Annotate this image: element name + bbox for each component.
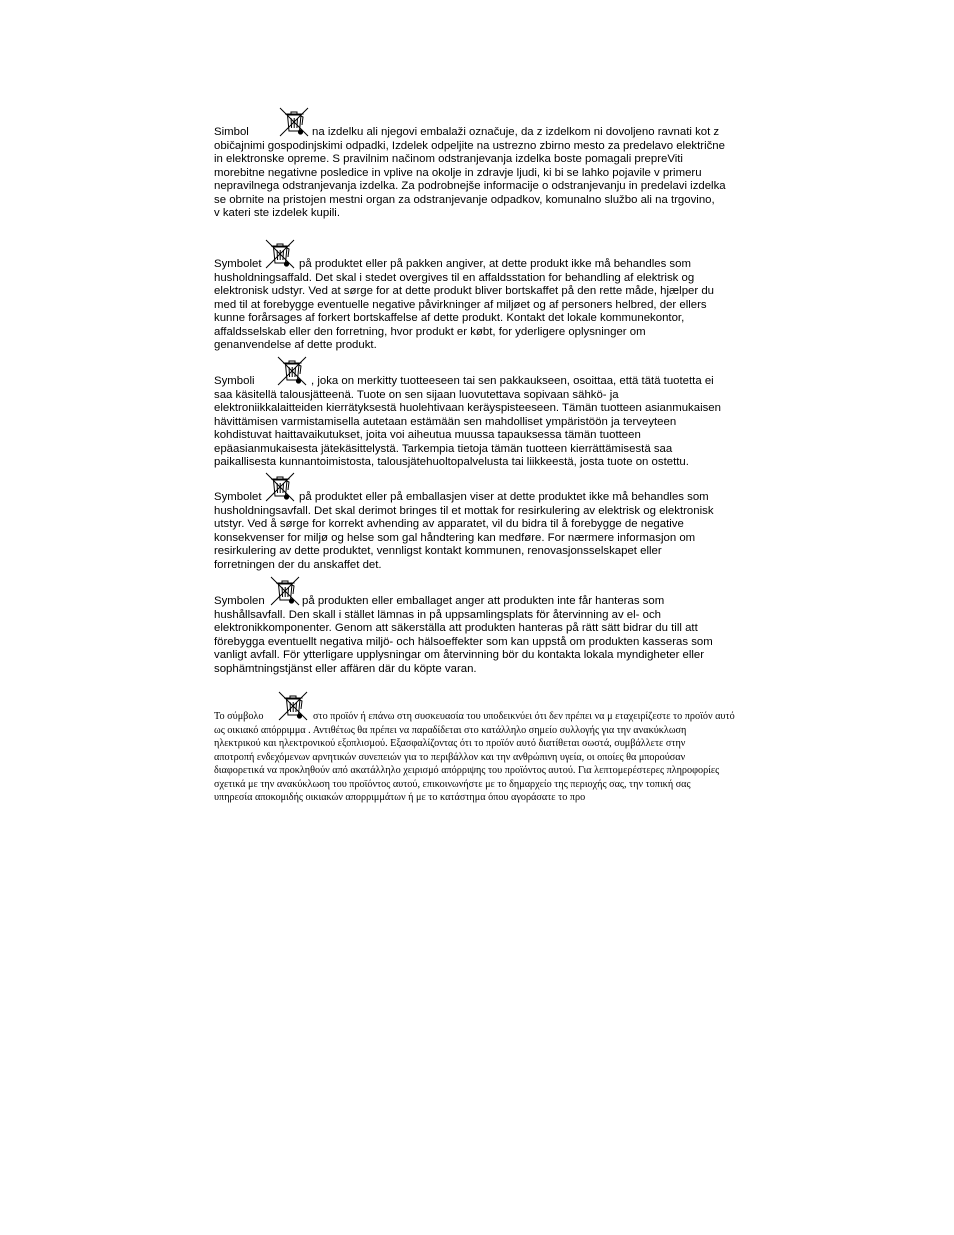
notice-text-line: saa käsitellä talousjätteenä. Tuote on sen sijaan luovutettava sopivaan sähkö- ja	[214, 388, 619, 401]
notice-text-line: vanligt avfall. För ytterligare upplysningar om återvinning bör du kontakta lokala myndigheter eller	[214, 649, 705, 661]
notice-text-line: običajnimi gospodinjskimi odpadki, Izdelek odpeljite na ustrezno zbirno mesto za predelavo električne	[214, 139, 725, 152]
notice-text-line: sophämtningstjänst eller affären där du köpte varan.	[214, 662, 477, 675]
disposal-notice-paragraph	[214, 595, 744, 676]
disposal-notice-paragraph	[214, 258, 744, 353]
notice-text-line: σχετικά με την ανακύκλωση του προϊόντος αυτού, επικοινωνήστε με το δημαρχείο της περιοχής σας, την τοπική σας	[214, 778, 691, 790]
notice-text-line: v kateri ste izdelek kupili.	[214, 207, 340, 219]
notice-text-line: ως οικιακό απόρριμμα . Αντιθέτως θα πρέπει να παραδίδεται στο κατάλληλο σημείο συλλογής για την ανακύκλωση	[214, 724, 687, 736]
notice-first-line	[214, 126, 744, 140]
notice-text-line: ηλεκτρικού και ηλεκτρονικού εξοπλισμού. Εξασφαλίζοντας ότι το προϊόν αυτό διατίθεται σωστά, συμβάλλετε στην	[214, 738, 686, 749]
notice-text-line: husholdningsavfall. Det skal derimot bringes til et mottak for resirkulering av elektrisk og elektronisk	[214, 504, 714, 517]
notice-first-line-text: na izdelku ali njegovi embalaži označuje, da z izdelkom ni dovoljeno ravnati kot z	[312, 126, 720, 138]
notice-first-line-text: på produkten eller emballaget anger att produkten inte får hanteras som	[302, 595, 665, 607]
notice-text-line: med til at forebygge eventuelle negative påvirkninger af miljøet og af personers helbred, der ellers	[214, 298, 707, 311]
notice-first-line	[214, 491, 744, 505]
notice-text-line: διαφορετικά να προκληθούν από ακατάλληλο χειρισμό απόρριψης του προϊόντος αυτού. Για λεπτομερέστερες πληροφορίες	[214, 765, 720, 776]
notice-lead-word: Symbolet	[214, 258, 262, 270]
notice-lead-word: Symbolen	[214, 595, 265, 607]
notice-first-line-text: , joka on merkitty tuotteeseen tai sen pakkaukseen, osoittaa, että tätä tuotetta ei	[311, 375, 714, 387]
notice-text-line: förebygga eventuellt negativa miljö- och hälsoeffekter som kan uppstå om produkten kasseras som	[214, 635, 713, 648]
notice-first-line	[214, 595, 744, 609]
notice-text-line: paikallisesta kunnantoimistosta, talousjätehuoltopalvelusta tai liikkeestä, josta tuote on ostettu.	[214, 456, 689, 468]
notice-text-line: resirkulering av dette produktet, vennligst kontakt kommunen, renovasjonsselskapet eller	[214, 545, 662, 557]
crossed-out-wheeled-bin-icon	[268, 574, 302, 608]
notice-text-line: nepravilnega odstranjevanja izdelka. Za podrobnejše informacije o odstranjevanju in predelavi izdelka	[214, 180, 726, 192]
disposal-notice-paragraph	[214, 375, 744, 470]
crossed-out-wheeled-bin-icon	[276, 689, 310, 723]
disposal-notice-paragraph	[214, 710, 744, 805]
notice-text-line: se obrnite na pristojen mestni organ za odstranjevanje odpadkov, komunalno službo ali na trgovino,	[214, 193, 715, 206]
notice-text-line: forretningen der du anskaffet det.	[214, 558, 382, 571]
notice-text-line: genanvendelse af dette produkt.	[214, 339, 377, 351]
notice-text-line: υπηρεσία αποκομιδής οικιακών απορριμμάτων ή με το κατάστημα όπου αγοράσατε το προ	[214, 792, 586, 803]
notice-first-line-text: på produktet eller på pakken angiver, at dette produkt ikke må behandles som	[299, 258, 691, 270]
notice-text-line: in elektronske opreme. S pravilnim načinom odstranjevanja izdelka boste pomagali prepreViti	[214, 153, 683, 165]
disposal-notice-paragraph	[214, 491, 744, 572]
notice-first-line	[214, 375, 744, 389]
notice-text-line: hävittämisen varmistamisella autetaan estämään sen mahdolliset ympäristöön ja terveyteen	[214, 415, 677, 428]
notice-lead-word: Το σύμβολο	[214, 711, 264, 722]
notice-text-line: affaldsselskab eller den forretning, hvor produkt er købt, for yderligere oplysninger om	[214, 325, 646, 338]
notice-text-line: kunne forårsages af forkert bortskaffelse af dette produkt. Kontakt det lokale kommunekontor,	[214, 312, 685, 324]
notice-text-line: hushållsavfall. Den skall i stället lämnas in på uppsamlingsplats för återvinning av el- och	[214, 608, 661, 621]
notice-text-line: αποτροπή ενδεχόμενων αρνητικών συνεπειών για το περιβάλλον και την ανθρώπινη υγεία, οι οποίες θα μπορούσαν	[214, 751, 686, 763]
crossed-out-wheeled-bin-icon	[277, 105, 311, 139]
notice-first-line	[214, 258, 744, 272]
crossed-out-wheeled-bin-icon	[275, 354, 309, 388]
disposal-notice-paragraph	[214, 126, 744, 221]
notice-first-line	[214, 710, 744, 724]
notice-text-line: kohdistuvat haittavaikutukset, joita voi aiheutua muussa tapauksessa tämän tuotteen	[214, 429, 641, 441]
notice-text-line: elektronisk udstyr. Ved at sørge for at dette produkt bliver bortskaffet på den rette måde, hjælper du	[214, 285, 714, 297]
notice-lead-word: Symbolet	[214, 491, 262, 503]
notice-text-line: husholdningsaffald. Det skal i stedet overgives til en affaldsstation for behandling af elektrisk og	[214, 271, 695, 284]
notice-text-line: elektronikkomponenter. Genom att säkerställa att produkten hanteras på rätt sätt bidrar du till att	[214, 622, 698, 634]
notice-text-line: morebitne negativne posledice in vplive na okolje in zdravje ljudi, ki bi se lahko pojavile v primeru	[214, 166, 702, 179]
notice-first-line-text: på produktet eller på emballasjen viser at dette produktet ikke må behandles som	[299, 491, 709, 503]
crossed-out-wheeled-bin-icon	[263, 470, 297, 504]
notice-lead-word: Symboli	[214, 375, 255, 387]
notice-text-line: konsekvenser for miljø og helse som gal håndtering kan medføre. For nærmere informasjon om	[214, 531, 696, 544]
notice-text-line: utstyr. Ved å sørge for korrekt avhending av apparatet, vil du bidra til å forebygge de negative	[214, 518, 684, 530]
crossed-out-wheeled-bin-icon	[263, 237, 297, 271]
notice-text-line: elektroniikkalaitteiden kierrätyksestä huolehtivaan keräyspisteeseen. Tämän tuotteen asianmukaisen	[214, 402, 721, 414]
notice-text-line: epäasianmukaisesta jätekäsittelystä. Tarkempia tietoja tämän tuotteen kierrättämisestä saa	[214, 442, 673, 455]
notice-lead-word: Simbol	[214, 126, 249, 138]
notice-first-line-text: στο προϊόν ή επάνω στη συσκευασία του υποδεικνύει ότι δεν πρέπει να μ εταχειρίζεστε το προϊόν αυτό	[313, 711, 735, 722]
